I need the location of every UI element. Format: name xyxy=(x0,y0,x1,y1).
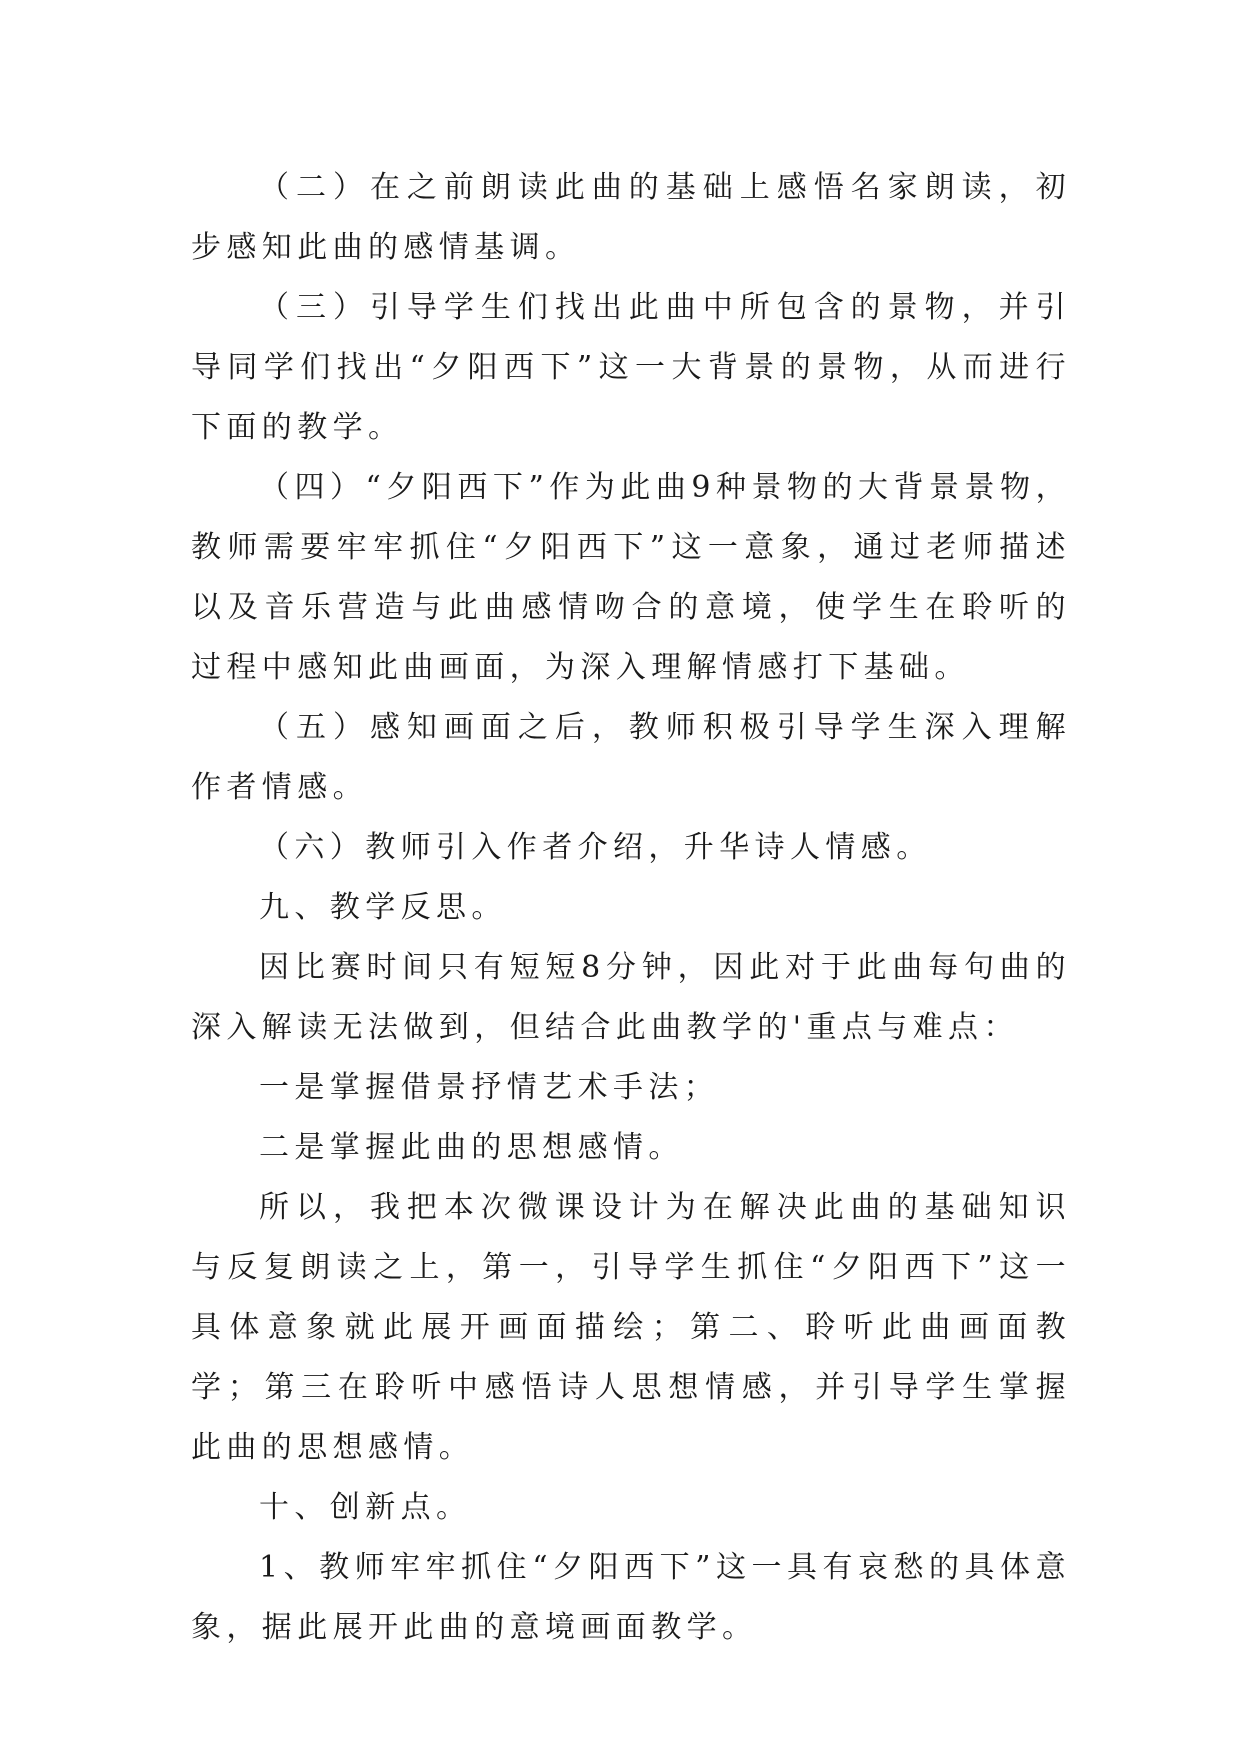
paragraph-step-5: （五）感知画面之后，教师积极引导学生深入理解作者情感。 xyxy=(191,710,1071,805)
paragraph-step-3: （三）引导学生们找出此曲中所包含的景物，并引导同学们找出“夕阳西下”这一大背景的景物，从而进行下面的教学。 xyxy=(191,290,1071,445)
paragraph-key-point-2: 二是掌握此曲的思想感情。 xyxy=(259,1130,684,1165)
section-heading-reflection: 九、教学反思。 xyxy=(259,890,507,925)
paragraph-innovation-1: 1、教师牢牢抓住“夕阳西下”这一具有哀愁的具体意象，据此展开此曲的意境画面教学。 xyxy=(191,1550,1071,1645)
paragraph-reflection-intro: 因比赛时间只有短短8分钟，因此对于此曲每句曲的深入解读无法做到，但结合此曲教学的'重点与难点： xyxy=(191,950,1071,1045)
document-body xyxy=(191,158,1071,1658)
paragraph-reflection-design: 所以，我把本次微课设计为在解决此曲的基础知识与反复朗读之上，第一，引导学生抓住“夕阳西下”这一具体意象就此展开画面描绘；第二、聆听此曲画面教学；第三在聆听中感悟诗人思想情感，并引导学生掌握此曲的思想感情。 xyxy=(191,1190,1071,1465)
section-heading-innovation: 十、创新点。 xyxy=(259,1490,472,1525)
paragraph-step-4: （四）“夕阳西下”作为此曲9种景物的大背景景物，教师需要牢牢抓住“夕阳西下”这一意象，通过老师描述以及音乐营造与此曲感情吻合的意境，使学生在聆听的过程中感知此曲画面，为深入理解情感打下基础。 xyxy=(191,470,1071,685)
paragraph-step-6: （六）教师引入作者介绍，升华诗人情感。 xyxy=(259,830,932,865)
paragraph-step-2: （二）在之前朗读此曲的基础上感悟名家朗读，初步感知此曲的感情基调。 xyxy=(191,170,1071,265)
paragraph-key-point-1: 一是掌握借景抒情艺术手法； xyxy=(259,1070,720,1105)
